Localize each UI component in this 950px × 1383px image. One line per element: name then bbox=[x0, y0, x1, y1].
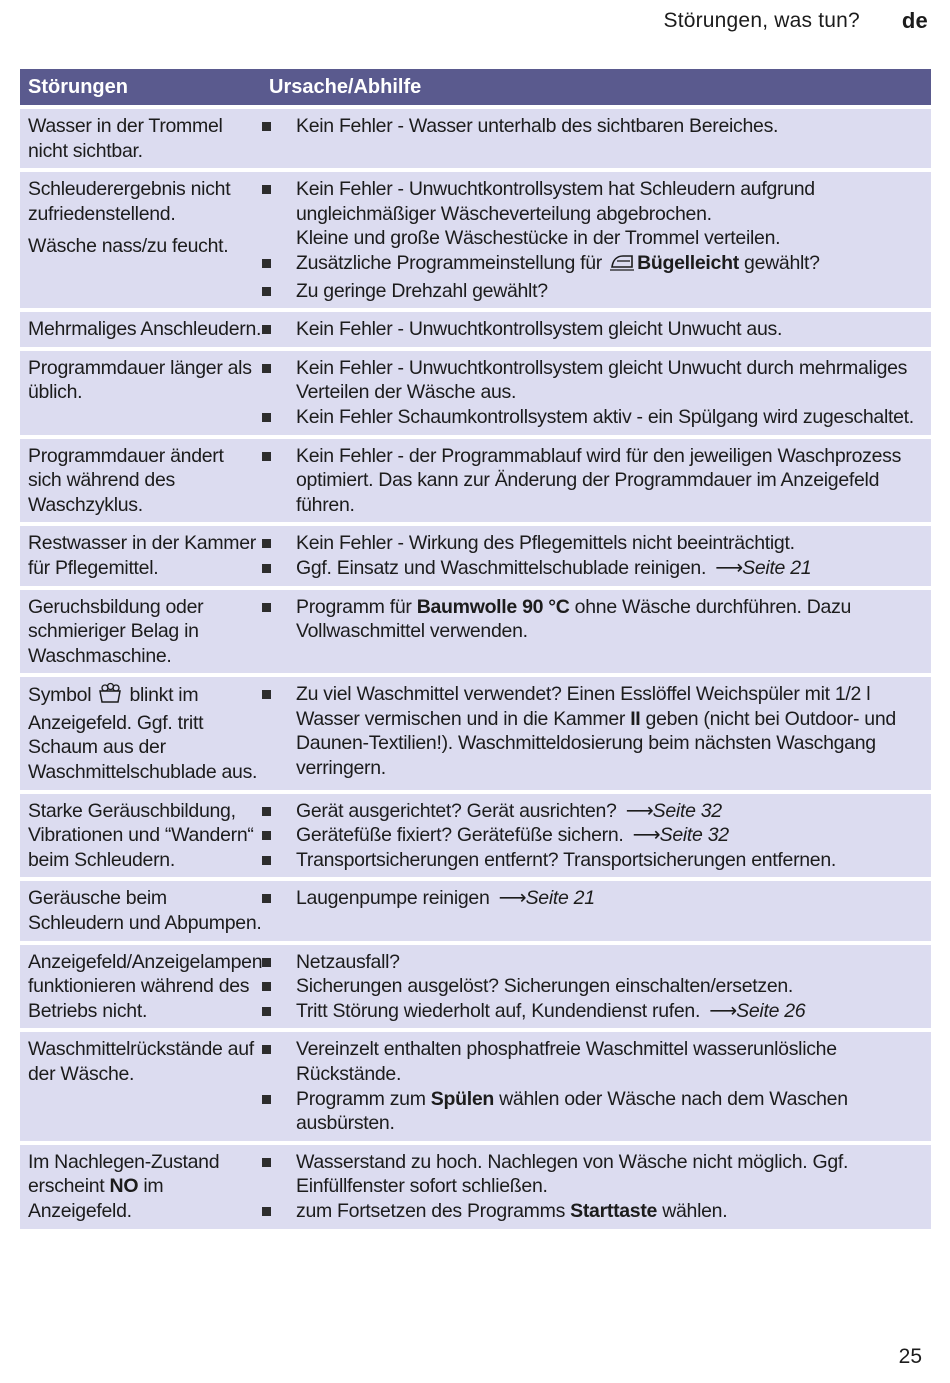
square-bullet-icon bbox=[262, 848, 296, 873]
remedy-text bbox=[296, 317, 782, 342]
page-reference: Seite 21 bbox=[742, 556, 812, 579]
remedy-item bbox=[262, 595, 925, 644]
remedy-item bbox=[262, 556, 925, 581]
problem-text: Programmdauer ändert sich während des Waschzyklus. bbox=[28, 444, 224, 516]
remedy-item bbox=[262, 356, 925, 405]
remedy-item bbox=[262, 279, 925, 304]
remedy-text bbox=[296, 1150, 925, 1199]
problem-cell bbox=[20, 881, 262, 940]
remedy-text bbox=[296, 114, 778, 139]
problem-text-part: im Anzeigefeld. bbox=[28, 1175, 164, 1222]
square-bullet-icon bbox=[262, 1087, 296, 1136]
arrow-right-icon: ⟶ bbox=[625, 799, 651, 822]
remedy-text-part: Kein Fehler Schaumkontrollsystem aktiv - ein Spülgang wird zugeschaltet. bbox=[296, 405, 914, 428]
remedy-text-part: Kein Fehler - Unwuchtkontrollsystem gleicht Unwucht aus. bbox=[296, 318, 783, 341]
remedy-text bbox=[296, 974, 793, 999]
problem-text: Starke Geräuschbildung, Vibrationen und “Wandern“ beim Schleudern. bbox=[28, 799, 254, 871]
column-header-cause-remedy: Ursache/Abhilfe bbox=[269, 75, 422, 98]
square-bullet-icon bbox=[262, 974, 296, 999]
square-bullet-icon bbox=[262, 405, 296, 430]
problem-cell bbox=[20, 439, 262, 523]
remedy-text bbox=[296, 556, 811, 581]
language-code: de bbox=[901, 8, 928, 33]
remedy-cell bbox=[262, 881, 931, 940]
remedy-text-part: Kein Fehler - Unwuchtkontrollsystem hat Schleudern aufgrund ungleichmäßiger Wäscheverteilung abgebrochen. bbox=[296, 178, 815, 225]
table-row bbox=[20, 109, 931, 168]
remedy-cell bbox=[262, 526, 931, 585]
remedy-cell bbox=[262, 1145, 931, 1229]
remedy-item bbox=[262, 444, 925, 518]
remedy-text-part: Laugenpumpe reinigen bbox=[296, 887, 495, 910]
remedy-text bbox=[296, 356, 925, 405]
square-bullet-icon bbox=[262, 799, 296, 824]
iron-icon bbox=[609, 252, 635, 279]
remedy-cell bbox=[262, 945, 931, 1029]
remedy-cell bbox=[262, 351, 931, 435]
remedy-text bbox=[296, 682, 925, 780]
remedy-item bbox=[262, 114, 925, 139]
table-row bbox=[20, 590, 931, 674]
remedy-text-part: Kein Fehler - Wasser unterhalb des sichtbaren Bereiches. bbox=[296, 115, 779, 137]
problem-cell bbox=[20, 526, 262, 585]
column-header-problems: Störungen bbox=[28, 75, 128, 98]
table-row bbox=[20, 439, 931, 523]
square-bullet-icon bbox=[262, 531, 296, 556]
remedy-item bbox=[262, 823, 925, 848]
remedy-text-part: Kein Fehler - Wirkung des Pflegemittels nicht beeinträchtigt. bbox=[296, 532, 795, 555]
page-reference: Seite 26 bbox=[736, 999, 806, 1022]
problem-cell bbox=[20, 677, 262, 789]
remedy-item bbox=[262, 531, 925, 556]
remedy-text-part: Netzausfall? bbox=[296, 950, 400, 973]
problem-text: Schleuderergebnis nicht zufriedenstellend. bbox=[28, 178, 231, 225]
remedy-item bbox=[262, 177, 925, 226]
square-bullet-icon bbox=[262, 279, 296, 304]
problem-cell bbox=[20, 1145, 262, 1229]
problem-text: Waschmittelrückstände auf der Wäsche. bbox=[28, 1038, 254, 1085]
remedy-item bbox=[262, 251, 925, 279]
table-row bbox=[20, 1032, 931, 1140]
remedy-text bbox=[296, 595, 925, 644]
arrow-right-icon: ⟶ bbox=[709, 999, 735, 1022]
remedy-text bbox=[296, 251, 820, 279]
problem-text: Mehrmaliges Anschleudern. bbox=[28, 318, 262, 341]
table-row bbox=[20, 312, 931, 347]
square-bullet-icon bbox=[262, 114, 296, 139]
remedy-text-part: Wasserstand zu hoch. Nachlegen von Wäsche nicht möglich. Ggf. Einfüllfenster sofort schließen. bbox=[296, 1150, 849, 1198]
page-reference: Seite 21 bbox=[525, 887, 595, 910]
remedy-text bbox=[296, 886, 595, 911]
problem-cell bbox=[20, 351, 262, 435]
problem-cell bbox=[20, 109, 262, 168]
arrow-right-icon: ⟶ bbox=[632, 824, 658, 847]
square-bullet-icon bbox=[262, 823, 296, 848]
remedy-text bbox=[296, 1087, 925, 1136]
remedy-text bbox=[296, 279, 548, 304]
remedy-text bbox=[296, 950, 400, 975]
remedy-text bbox=[296, 1037, 925, 1086]
table-row bbox=[20, 881, 931, 940]
remedy-text bbox=[296, 444, 925, 518]
problem-cell bbox=[20, 1032, 262, 1140]
table-row bbox=[20, 351, 931, 435]
table-row bbox=[20, 677, 931, 789]
remedy-text bbox=[296, 848, 836, 873]
emphasis-text: Spülen bbox=[430, 1087, 495, 1110]
page-reference: Seite 32 bbox=[659, 824, 729, 847]
remedy-text-part: Ggf. Einsatz und Waschmittelschublade reinigen. bbox=[296, 556, 712, 579]
remedy-item bbox=[262, 886, 925, 911]
square-bullet-icon bbox=[262, 177, 296, 226]
arrow-right-icon: ⟶ bbox=[498, 887, 524, 910]
remedy-item bbox=[262, 799, 925, 824]
remedy-text-part: zum Fortsetzen des Programms bbox=[296, 1199, 571, 1222]
problem-text-secondary: Wäsche nass/zu feucht. bbox=[28, 235, 229, 258]
remedy-text bbox=[296, 823, 729, 848]
remedy-text bbox=[296, 799, 722, 824]
remedy-text-part: Gerät ausgerichtet? Gerät ausrichten? bbox=[296, 799, 622, 822]
square-bullet-icon bbox=[262, 999, 296, 1024]
remedy-cell bbox=[262, 439, 931, 523]
remedy-item bbox=[262, 974, 925, 999]
remedy-text-part: Zusätzliche Programmeinstellung für bbox=[296, 251, 608, 274]
remedy-item bbox=[262, 848, 925, 873]
remedy-text-part: wählen. bbox=[657, 1199, 728, 1222]
table-row bbox=[20, 526, 931, 585]
remedy-cell bbox=[262, 590, 931, 674]
remedy-text-part: Sicherungen ausgelöst? Sicherungen einschalten/ersetzen. bbox=[296, 975, 794, 998]
square-bullet-icon bbox=[262, 251, 296, 279]
emphasis-text: Starttaste bbox=[570, 1199, 658, 1222]
emphasis-text: Bügelleicht bbox=[637, 251, 739, 274]
problem-text: Wasser in der Trommel nicht sichtbar. bbox=[28, 115, 223, 162]
remedy-text-part: Kein Fehler - der Programmablauf wird für den jeweiligen Waschprozess optimiert. Das kann zur Änderung der Programmdauer im Anzeigefeld führen. bbox=[296, 444, 902, 516]
remedy-text-part: Vereinzelt enthalten phosphatfreie Waschmittel wasserunlösliche Rückstände. bbox=[296, 1038, 837, 1085]
table-row bbox=[20, 945, 931, 1029]
problem-cell bbox=[20, 312, 262, 347]
foam-icon bbox=[98, 682, 122, 711]
problem-cell bbox=[20, 172, 262, 308]
remedy-text bbox=[296, 226, 780, 251]
square-bullet-icon bbox=[262, 950, 296, 975]
remedy-text bbox=[296, 531, 795, 556]
remedy-cell bbox=[262, 1032, 931, 1140]
problem-text: Geräusche beim Schleudern und Abpumpen. bbox=[28, 887, 262, 935]
remedy-text-part: Gerätefüße fixiert? Gerätefüße sichern. bbox=[296, 824, 629, 847]
remedy-text-part: geben (nicht bei Outdoor- und Daunen-Textilien!). Waschmitteldosierung beim nächsten Waschgang verringern. bbox=[296, 707, 896, 780]
problem-text: Anzeigefeld/Anzeigelampen funktionieren während des Betriebs nicht. bbox=[28, 950, 263, 1022]
square-bullet-icon bbox=[262, 1150, 296, 1199]
square-bullet-icon bbox=[262, 226, 296, 251]
remedy-text-part: Zu geringe Drehzahl gewählt? bbox=[296, 279, 548, 302]
problem-cell bbox=[20, 794, 262, 878]
remedy-cell bbox=[262, 312, 931, 347]
remedy-text bbox=[296, 405, 914, 430]
problem-cell bbox=[20, 590, 262, 674]
remedy-cell bbox=[262, 794, 931, 878]
remedy-text-part: ohne Wäsche durchführen. Dazu Vollwaschmittel verwenden. bbox=[296, 595, 852, 643]
remedy-text-part: wählen oder Wäsche nach dem Waschen ausbürsten. bbox=[296, 1087, 848, 1135]
remedy-item bbox=[262, 1199, 925, 1224]
problem-text-part: Symbol bbox=[28, 684, 97, 707]
emphasis-text: Baumwolle 90 °C bbox=[416, 595, 570, 618]
remedy-text-part: gewählt? bbox=[738, 251, 820, 274]
square-bullet-icon bbox=[262, 1199, 296, 1224]
page-reference: Seite 32 bbox=[652, 799, 722, 822]
remedy-item bbox=[262, 1150, 925, 1199]
remedy-item bbox=[262, 226, 925, 251]
remedy-item bbox=[262, 1087, 925, 1136]
page-header bbox=[663, 6, 928, 36]
remedy-cell bbox=[262, 172, 931, 308]
table-row bbox=[20, 794, 931, 878]
troubleshooting-table bbox=[20, 69, 931, 1229]
square-bullet-icon bbox=[262, 1037, 296, 1086]
remedy-item bbox=[262, 950, 925, 975]
remedy-text-part: Zu viel Waschmittel verwendet? Einen Esslöffel Weichspüler mit 1/2 l Wasser vermischen und in die Kammer bbox=[296, 683, 871, 730]
remedy-text bbox=[296, 1199, 727, 1224]
remedy-text-part: Transportsicherungen entfernt? Transportsicherungen entfernen. bbox=[296, 848, 837, 871]
problem-text: Programmdauer länger als üblich. bbox=[28, 356, 252, 404]
square-bullet-icon bbox=[262, 556, 296, 581]
remedy-text-part: Programm zum bbox=[296, 1087, 431, 1110]
square-bullet-icon bbox=[262, 595, 296, 644]
remedy-item bbox=[262, 317, 925, 342]
problem-text bbox=[28, 1150, 262, 1224]
display-code: NO bbox=[109, 1175, 139, 1198]
square-bullet-icon bbox=[262, 444, 296, 518]
emphasis-text: II bbox=[630, 707, 641, 730]
table-header bbox=[20, 69, 931, 105]
remedy-item bbox=[262, 682, 925, 780]
problem-text bbox=[28, 682, 262, 784]
arrow-right-icon: ⟶ bbox=[715, 556, 741, 579]
section-title: Störungen, was tun? bbox=[663, 9, 860, 32]
problem-text: Geruchsbildung oder schmieriger Belag in Waschmaschine. bbox=[28, 595, 204, 667]
remedy-cell bbox=[262, 677, 931, 789]
problem-text: Restwasser in der Kammer für Pflegemittel. bbox=[28, 532, 256, 579]
remedy-item bbox=[262, 1037, 925, 1086]
square-bullet-icon bbox=[262, 356, 296, 405]
remedy-cell bbox=[262, 109, 931, 168]
remedy-item bbox=[262, 999, 925, 1024]
square-bullet-icon bbox=[262, 682, 296, 780]
page-number: 25 bbox=[898, 1345, 922, 1368]
square-bullet-icon bbox=[262, 317, 296, 342]
remedy-text-part: Tritt Störung wiederholt auf, Kundendienst rufen. bbox=[296, 999, 706, 1022]
remedy-item bbox=[262, 405, 925, 430]
table-row bbox=[20, 172, 931, 308]
problem-text-part: Im Nachlegen-Zustand erscheint bbox=[28, 1150, 220, 1198]
square-bullet-icon bbox=[262, 886, 296, 911]
table-row bbox=[20, 1145, 931, 1229]
remedy-text-part: Kein Fehler - Unwuchtkontrollsystem gleicht Unwucht durch mehrmaliges Verteilen der Wäsche aus. bbox=[296, 356, 908, 404]
remedy-text-part: Programm für bbox=[296, 595, 417, 618]
problem-text-part: blinkt im Anzeigefeld. Ggf. tritt Schaum aus der Waschmittelschublade aus. bbox=[28, 684, 258, 784]
table-body bbox=[20, 109, 931, 1229]
problem-cell bbox=[20, 945, 262, 1029]
remedy-text-part: Kleine und große Wäschestücke in der Trommel verteilen. bbox=[296, 227, 781, 250]
remedy-text bbox=[296, 177, 925, 226]
remedy-text bbox=[296, 999, 805, 1024]
